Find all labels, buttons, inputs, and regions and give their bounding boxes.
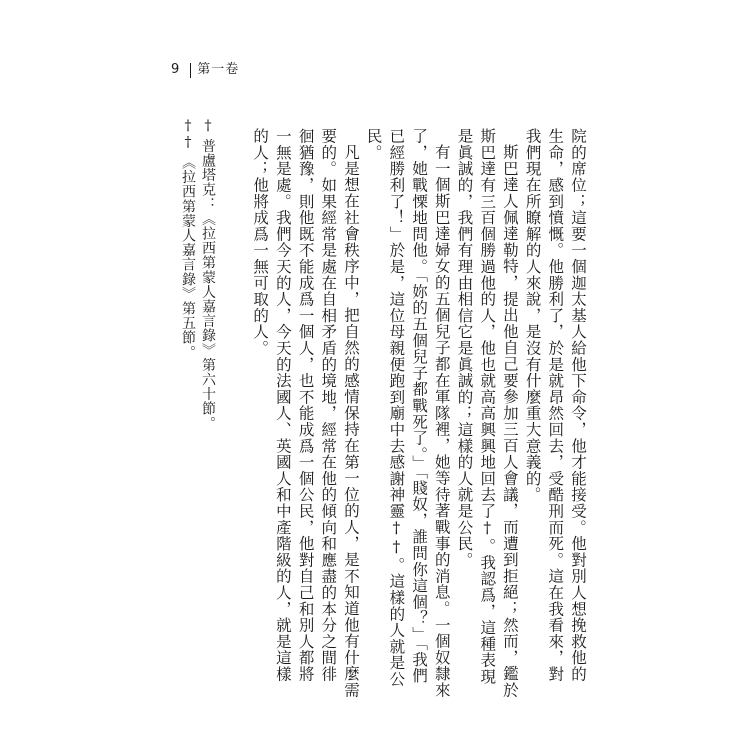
footnote-text: 《拉西第蒙人嘉言錄》第五節。	[180, 155, 196, 360]
footnote	[198, 118, 218, 638]
running-header	[171, 62, 239, 78]
paragraph: 院的席位；這要一個迦太基人給他下命令，他才能接受。他對別人想挽救他的生命，感到憤慨。他勝利了，於是就昂然回去，受酷刑而死。這在我看來，對我們現在所瞭解的人來說，是沒有什麼重大意義的。	[523, 128, 587, 683]
footnotes	[178, 118, 218, 638]
page-number: 9	[171, 62, 180, 77]
footnote	[178, 118, 198, 638]
footnote-mark: ††	[180, 118, 196, 152]
footnote-text: 普盧塔克：《拉西第蒙人嘉言錄》第六十節。	[200, 138, 216, 431]
footnote-mark: †	[200, 118, 216, 135]
paragraph: 有一個斯巴達婦女的五個兒子都在軍隊裡，她等待著戰事的消息。一個奴隸來了，她戰慄地問他。「妳的五個兒子都戰死了。」「賤奴，誰問你這個？」「我們已經勝利了！」於是，這位母親便跑到廟中去感謝神靈††。這樣的人就是公民。	[364, 128, 451, 698]
paragraph: 凡是想在社會秩序中，把自然的感情保持在第一位的人，是不知道他有什麼需要的。如果經常是處在自相矛盾的境地，經常在他的傾向和應盡的本分之間徘徊猶豫，則他既不能成爲一個人，也不能成爲一個公民，他對自己和別人都將一無是處。我們今天的人，今天的法國人、英國人和中產階級的人，就是這樣的人；他將成爲一無可取的人。	[251, 128, 360, 698]
header-divider	[190, 63, 191, 78]
paragraph: 斯巴達人佩達勒特，提出他自己要參加三百人會議，而遭到拒絕；然而，鑑於斯巴達有三百個勝過他的人，他也就高高興興地回去了†。我認爲，這種表現是眞誠的，我們有理由相信它是眞誠的；這樣的人就是公民。	[455, 128, 519, 698]
main-text	[251, 128, 589, 698]
volume-title: 第一卷	[197, 62, 240, 77]
